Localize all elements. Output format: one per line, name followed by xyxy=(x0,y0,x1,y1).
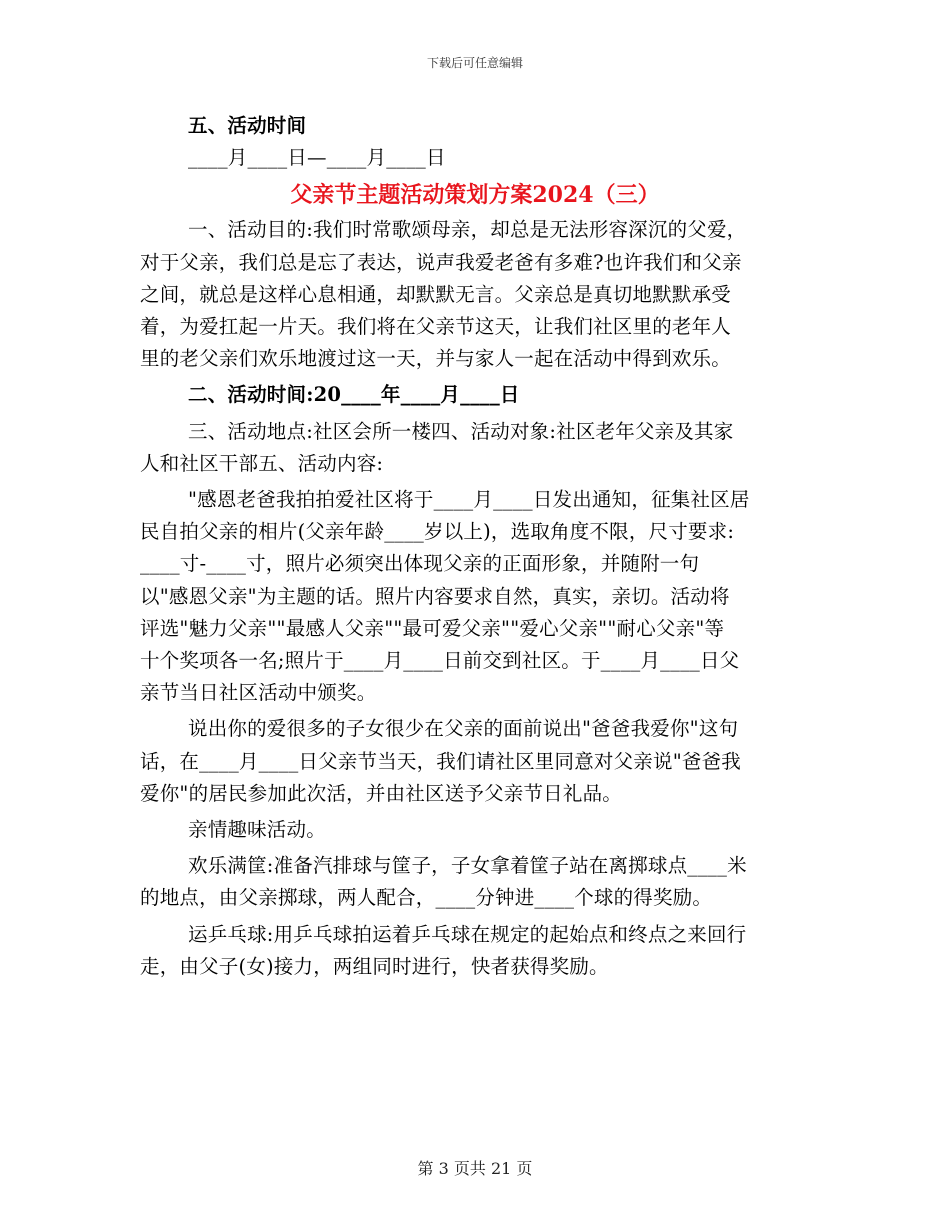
page-header-note: 下载后可任意编辑 xyxy=(426,56,523,70)
text-line: 对于父亲，我们总是忘了表达，说声我爱老爸有多难?也许我们和父亲 xyxy=(140,250,742,274)
paragraph-say-love xyxy=(140,713,810,810)
document-body xyxy=(140,110,810,983)
paragraph-photo-event xyxy=(140,484,810,709)
paragraph-location xyxy=(140,416,810,480)
text-line: 的地点，由父亲掷球，两人配合，____分钟进____个球的得奖励。 xyxy=(140,886,713,910)
section-5-heading: 五、活动时间 xyxy=(188,114,307,137)
paragraph-purpose xyxy=(140,214,810,375)
text-line: 评选"魅力父亲""最感人父亲""最可爱父亲""爱心父亲""耐心父亲"等 xyxy=(140,616,725,640)
text-line: 之间，就总是这样心息相通，却默默无言。父亲总是真切地默默承受 xyxy=(140,282,732,306)
text-line: 走，由父子(女)接力，两组同时进行，快者获得奖励。 xyxy=(140,954,609,978)
text-line: "感恩老爸我拍拍爱社区将于____月____日发出通知，征集社区居 xyxy=(188,488,750,512)
text-line: 运乒乓球:用乒乓球拍运着乒乓球在规定的起始点和终点之来回行 xyxy=(188,922,747,946)
page-number: 第 3 页共 21 页 xyxy=(417,1159,533,1178)
text-line: 三、活动地点:社区会所一楼四、活动对象:社区老年父亲及其家 xyxy=(188,419,734,443)
text-line: 话，在____月____日父亲节当天，我们请社区里同意对父亲说"爸爸我 xyxy=(140,749,741,773)
text-line: 爱你"的居民参加此次活，并由社区送予父亲节日礼品。 xyxy=(140,781,622,805)
paragraph-activity-time: 二、活动时间:20____年____月____日 xyxy=(188,383,520,407)
text-line: ____寸-____寸，照片必须突出体现父亲的正面形象，并随附一句 xyxy=(140,552,700,576)
text-line: 着，为爱扛起一片天。我们将在父亲节这天，让我们社区里的老年人 xyxy=(140,315,732,339)
paragraph-pingpong-game xyxy=(140,919,810,983)
text-line: 十个奖项各一名;照片于____月____日前交到社区。于____月____日父 xyxy=(140,649,740,673)
text-line: 里的老父亲们欢乐地渡过这一天，并与家人一起在活动中得到欢乐。 xyxy=(140,347,732,371)
text-line: 以"感恩父亲"为主题的话。照片内容要求自然，真实，亲切。活动将 xyxy=(140,584,730,608)
document-title: 父亲节主题活动策划方案2024（三） xyxy=(290,182,660,209)
text-line: 人和社区干部五、活动内容: xyxy=(140,451,384,475)
text-line: 一、活动目的:我们时常歌颂母亲，却总是无法形容深沉的父爱， xyxy=(188,218,747,242)
paragraph-basket-game xyxy=(140,850,810,914)
paragraph-fun-activities: 亲情趣味活动。 xyxy=(188,818,326,842)
text-line: 欢乐满筐:准备汽排球与筐子，子女拿着筐子站在离掷球点____米 xyxy=(188,854,747,878)
text-line: 民自拍父亲的相片(父亲年龄____岁以上)，选取角度不限，尺寸要求: xyxy=(140,520,735,544)
section-5-dates: ____月____日—____月____日 xyxy=(188,146,446,170)
text-line: 亲节当日社区活动中颁奖。 xyxy=(140,681,377,705)
text-line: 说出你的爱很多的子女很少在父亲的面前说出"爸爸我爱你"这句 xyxy=(188,717,739,741)
